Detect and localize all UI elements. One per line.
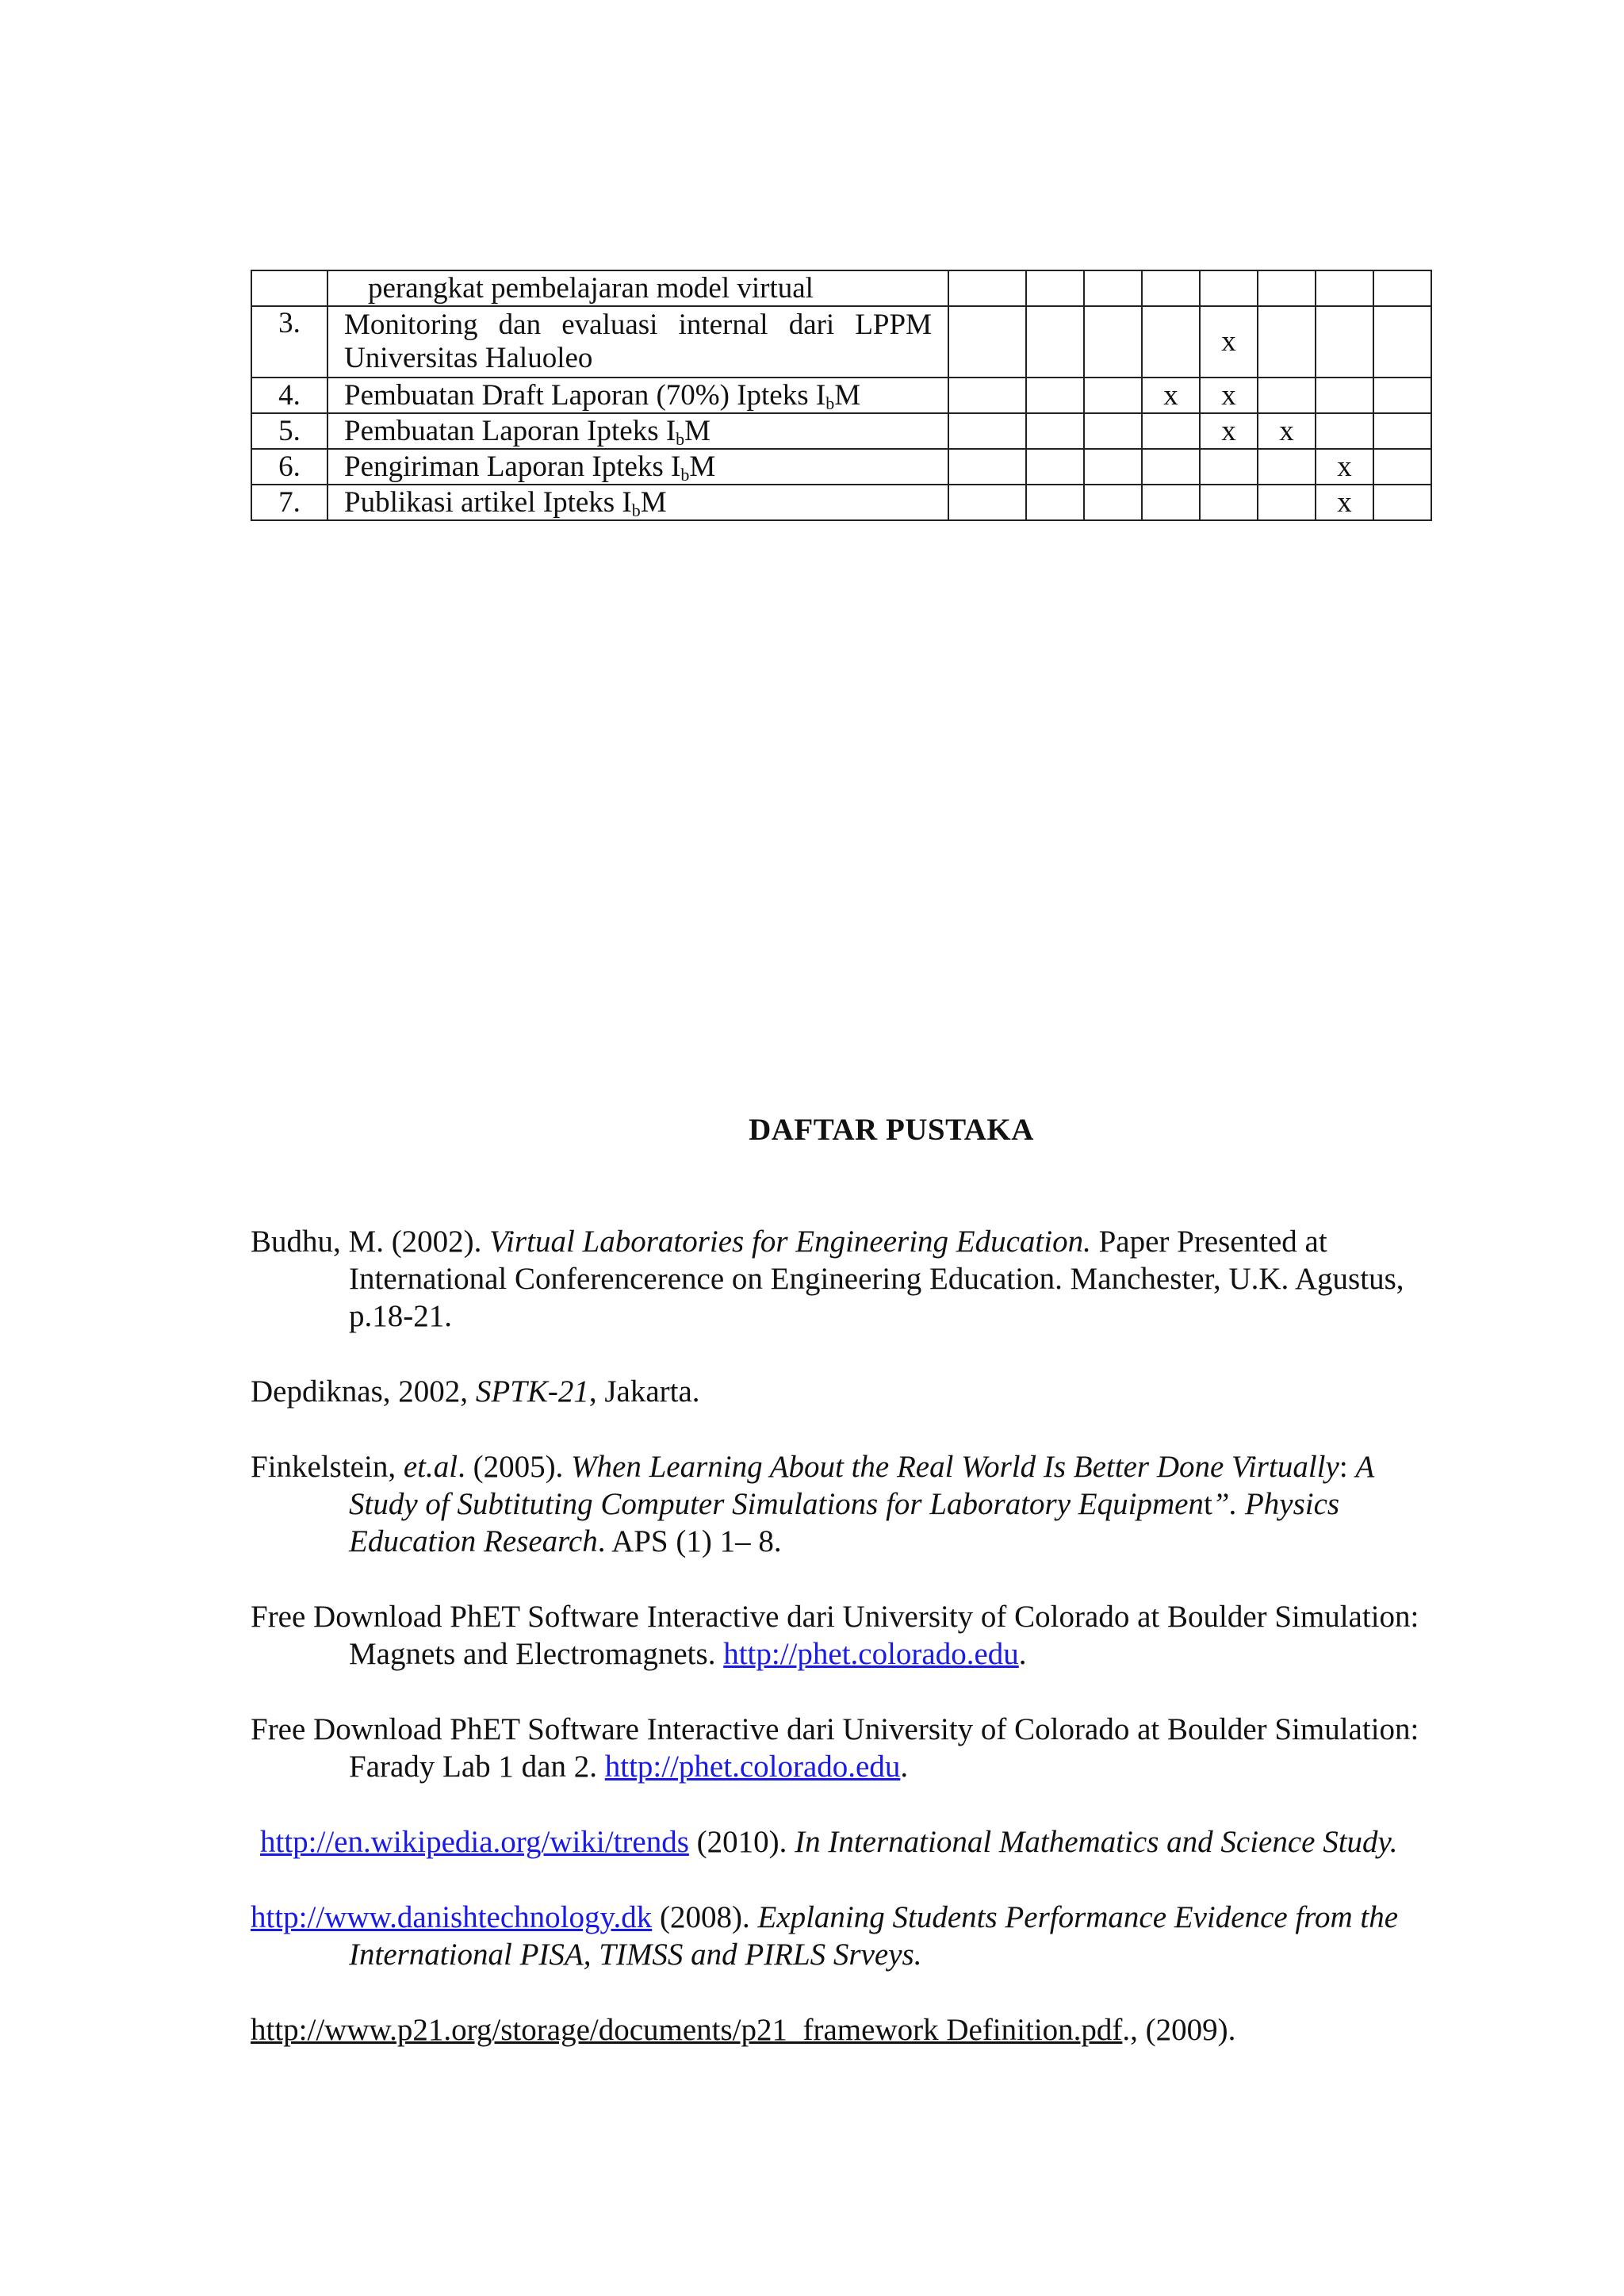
- activity-text-tail: M: [689, 450, 716, 483]
- month-cell: [1084, 449, 1142, 485]
- month-cell: [1373, 449, 1431, 485]
- month-cell: x: [1142, 378, 1200, 413]
- month-cell: x: [1200, 306, 1258, 378]
- month-cell: [948, 485, 1026, 520]
- reference-details: , Jakarta.: [588, 1374, 700, 1409]
- reference-source: Free Download PhET Software Interactive dari University of Colorado at Boulder Simulation: Farady Lab 1 dan 2.: [251, 1712, 1419, 1784]
- reference-link[interactable]: http://phet.colorado.edu: [723, 1637, 1019, 1671]
- month-cell: [1316, 270, 1373, 306]
- reference-title: Explaning Students Performance Evidence from the International PISA, TIMSS and PIRLS Srveys.: [349, 1900, 1399, 1972]
- month-cell: [1258, 306, 1316, 378]
- row-number: 3.: [251, 306, 327, 378]
- month-cell: [1316, 306, 1373, 378]
- reference-title: When Learning About the Real World Is Better Done Virtually: [571, 1450, 1339, 1484]
- month-cell: [1084, 270, 1142, 306]
- reference-link[interactable]: http://www.danishtechnology.dk: [251, 1900, 653, 1934]
- reference-link[interactable]: http://www.p21.org/storage/documents/p21_framework Definition.pdf: [251, 2013, 1123, 2047]
- activity-cell: perangkat pembelajaran model virtual: [327, 270, 948, 306]
- reference-details: .: [1018, 1637, 1027, 1671]
- month-cell: x: [1200, 413, 1258, 449]
- reference-title: In International Mathematics and Science Study.: [795, 1825, 1398, 1859]
- activity-text-tail: M: [684, 414, 711, 447]
- activity-cell: [327, 378, 948, 413]
- reference-item: [251, 1711, 1424, 1785]
- reference-year: . (2005).: [458, 1450, 572, 1484]
- table-row: [251, 413, 1431, 449]
- activity-text: Pengiriman Laporan Ipteks I: [344, 450, 681, 483]
- month-cell: [1084, 378, 1142, 413]
- reference-details: .: [900, 1750, 909, 1784]
- activity-cell: [327, 485, 948, 520]
- month-cell: [948, 306, 1026, 378]
- month-cell: [1142, 306, 1200, 378]
- section-heading: DAFTAR PUSTAKA: [749, 1113, 1034, 1147]
- row-number: 7.: [251, 485, 327, 520]
- activity-subscript: b: [825, 393, 835, 413]
- month-cell: [1258, 270, 1316, 306]
- month-cell: [1373, 306, 1431, 378]
- month-cell: [1026, 485, 1084, 520]
- month-cell: [1373, 485, 1431, 520]
- month-cell: [1373, 413, 1431, 449]
- reference-title: SPTK-21: [475, 1374, 589, 1409]
- row-number: 6.: [251, 449, 327, 485]
- month-cell: [1142, 270, 1200, 306]
- month-cell: [1258, 378, 1316, 413]
- month-cell: [1200, 485, 1258, 520]
- month-cell: [1258, 485, 1316, 520]
- row-number: 5.: [251, 413, 327, 449]
- month-cell: [1142, 413, 1200, 449]
- activity-text: Pembuatan Draft Laporan (70%) Ipteks I: [344, 378, 826, 412]
- month-cell: [1026, 270, 1084, 306]
- reference-item: [251, 1448, 1424, 1560]
- month-cell: [1026, 378, 1084, 413]
- month-cell: x: [1258, 413, 1316, 449]
- month-cell: [1258, 449, 1316, 485]
- reference-item: [251, 2011, 1424, 2049]
- activity-subscript: b: [676, 428, 685, 449]
- activity-text: Publikasi artikel Ipteks I: [344, 485, 632, 519]
- reference-year: (2010).: [688, 1825, 795, 1859]
- reference-item: [251, 1598, 1424, 1673]
- table-row: [251, 306, 1431, 378]
- reference-list: [251, 1223, 1424, 2087]
- activity-text-tail: M: [834, 378, 861, 412]
- reference-journal: ”. Physics Education Research: [349, 1487, 1340, 1558]
- month-cell: [948, 413, 1026, 449]
- month-cell: [948, 270, 1026, 306]
- reference-title: Virtual Laboratories for Engineering Education.: [489, 1225, 1091, 1259]
- reference-details: Paper Presented at International Conferencerence on Engineering Education. Manchester, U.K. Agustus, p.18-21.: [349, 1225, 1404, 1333]
- month-cell: x: [1316, 485, 1373, 520]
- activity-subscript: b: [680, 464, 690, 485]
- month-cell: [1026, 413, 1084, 449]
- month-cell: [948, 449, 1026, 485]
- reference-source: Free Download PhET Software Interactive dari University of Colorado at Boulder Simulation: Magnets and Electromagnets.: [251, 1600, 1419, 1671]
- month-cell: [1084, 413, 1142, 449]
- reference-details: . APS (1) 1– 8.: [597, 1524, 782, 1558]
- row-number: [251, 270, 327, 306]
- reference-item: [251, 1373, 1424, 1410]
- activity-text: Pembuatan Laporan Ipteks I: [344, 414, 676, 447]
- month-cell: [1142, 449, 1200, 485]
- activity-cell: Monitoring dan evaluasi internal dari LPPM Universitas Haluoleo: [327, 306, 948, 378]
- month-cell: [1316, 413, 1373, 449]
- reference-author: Budhu, M. (2002).: [251, 1225, 490, 1259]
- table-row: [251, 449, 1431, 485]
- month-cell: [1373, 378, 1431, 413]
- table-row: [251, 270, 1431, 306]
- month-cell: [1373, 270, 1431, 306]
- reference-year: (2008).: [652, 1900, 758, 1934]
- reference-subtitle: A Study of Subtituting Computer Simulations for Laboratory Equipmen: [349, 1450, 1374, 1521]
- reference-colon: :: [1339, 1450, 1356, 1484]
- reference-details: ., (2009).: [1122, 2013, 1236, 2047]
- month-cell: [1084, 306, 1142, 378]
- month-cell: [1026, 306, 1084, 378]
- reference-letter: t: [1203, 1487, 1212, 1521]
- month-cell: [1200, 270, 1258, 306]
- activity-cell: [327, 413, 948, 449]
- reference-link[interactable]: http://en.wikipedia.org/wiki/trends: [260, 1825, 689, 1859]
- activity-subscript: b: [631, 500, 641, 520]
- table-row: [251, 378, 1431, 413]
- month-cell: [1084, 485, 1142, 520]
- activity-cell: [327, 449, 948, 485]
- row-number: 4.: [251, 378, 327, 413]
- activity-text-tail: M: [640, 485, 667, 519]
- month-cell: [1200, 449, 1258, 485]
- month-cell: [1316, 378, 1373, 413]
- month-cell: [948, 378, 1026, 413]
- month-cell: [1142, 485, 1200, 520]
- reference-etal: et.al: [403, 1450, 458, 1484]
- reference-item: [251, 1899, 1424, 1973]
- reference-item: [251, 1823, 1424, 1861]
- reference-item: [251, 1223, 1424, 1335]
- reference-author: Finkelstein,: [251, 1450, 404, 1484]
- schedule-table: [251, 270, 1432, 521]
- month-cell: x: [1316, 449, 1373, 485]
- month-cell: [1026, 449, 1084, 485]
- reference-author: Depdiknas, 2002,: [251, 1374, 476, 1409]
- reference-link[interactable]: http://phet.colorado.edu: [604, 1750, 901, 1784]
- month-cell: x: [1200, 378, 1258, 413]
- table-row: [251, 485, 1431, 520]
